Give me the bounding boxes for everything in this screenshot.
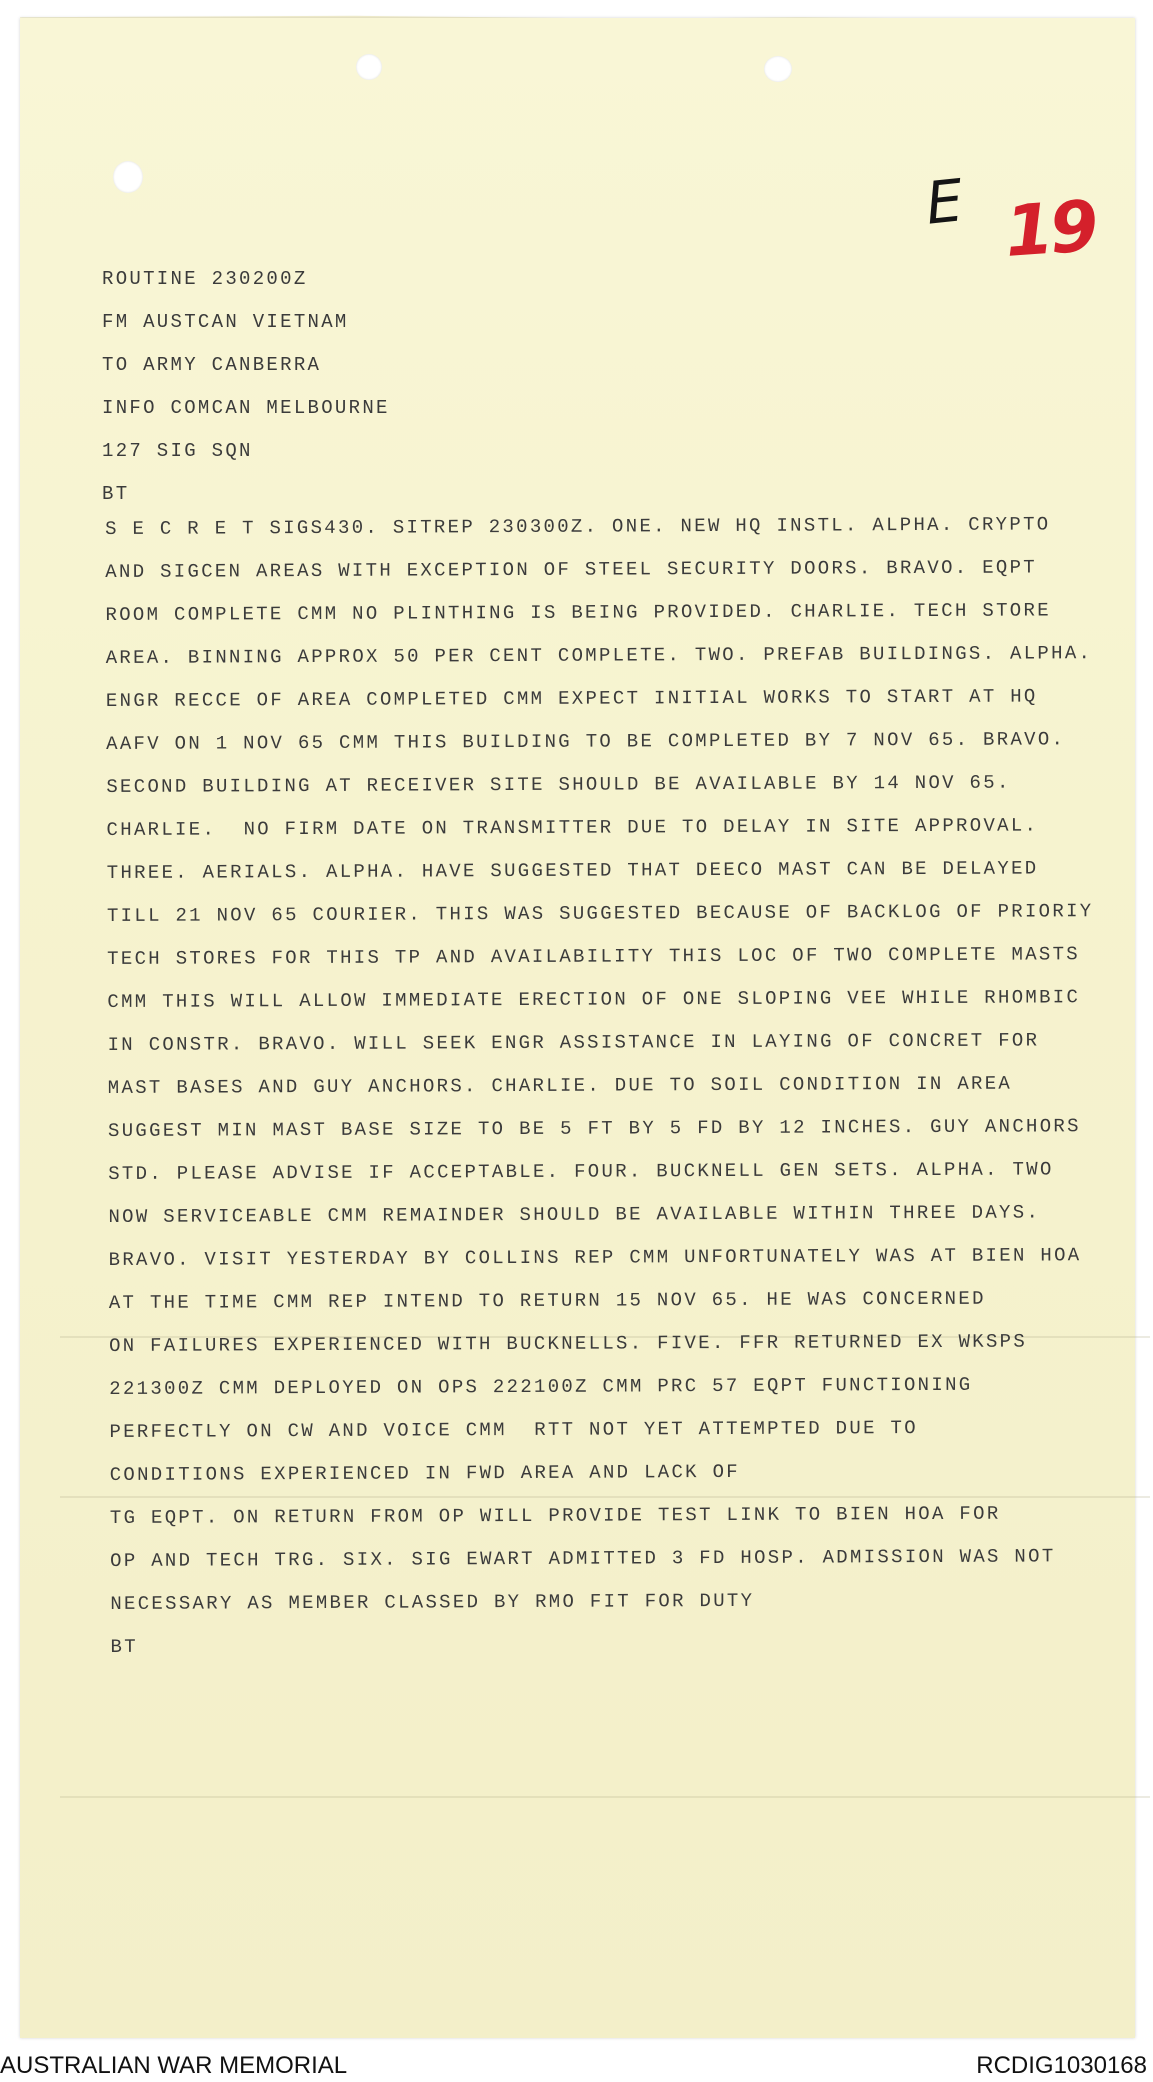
body-line: IN CONSTR. BRAVO. WILL SEEK ENGR ASSISTANCE IN LAYING OF CONCRET FOR bbox=[107, 1029, 1040, 1056]
body-line: OP AND TECH TRG. SIX. SIG EWART ADMITTED 3 FD HOSP. ADMISSION WAS NOT bbox=[110, 1545, 1056, 1572]
body-line: AND SIGCEN AREAS WITH EXCEPTION OF STEEL SECURITY DOORS. BRAVO. EQPT bbox=[105, 556, 1038, 583]
body-line: BRAVO. VISIT YESTERDAY BY COLLINS REP CMM UNFORTUNATELY WAS AT BIEN HOA bbox=[108, 1244, 1082, 1271]
body-line: MAST BASES AND GUY ANCHORS. CHARLIE. DUE TO SOIL CONDITION IN AREA bbox=[107, 1072, 1013, 1099]
body-line: TG EQPT. ON RETURN FROM OP WILL PROVIDE TEST LINK TO BIEN HOA FOR bbox=[109, 1502, 1001, 1529]
header-line-break: BT bbox=[102, 483, 130, 505]
body-line: NECESSARY AS MEMBER CLASSED BY RMO FIT FOR DUTY bbox=[110, 1589, 755, 1615]
handwritten-folio-number: 19 bbox=[1002, 184, 1098, 274]
body-line-break: BT bbox=[110, 1635, 138, 1658]
body-line: ROOM COMPLETE CMM NO PLINTHING IS BEING PROVIDED. CHARLIE. TECH STORE bbox=[105, 599, 1051, 626]
body-line: ON FAILURES EXPERIENCED WITH BUCKNELLS. FIVE. FFR RETURNED EX WKSPS bbox=[108, 1330, 1028, 1357]
punch-hole bbox=[113, 161, 143, 193]
message-header bbox=[102, 268, 802, 508]
body-line: CONDITIONS EXPERIENCED IN FWD AREA AND LACK OF bbox=[109, 1460, 741, 1486]
body-line: PERFECTLY ON CW AND VOICE CMM RTT NOT YET ATTEMPTED DUE TO bbox=[109, 1417, 918, 1443]
punch-hole bbox=[764, 56, 792, 82]
header-line-to: TO ARMY CANBERRA bbox=[102, 354, 322, 376]
body-line: SECOND BUILDING AT RECEIVER SITE SHOULD BE AVAILABLE BY 14 NOV 65. bbox=[106, 771, 1011, 798]
footer-record-id: RCDIG1030168 bbox=[976, 2052, 1147, 2079]
body-line: STD. PLEASE ADVISE IF ACCEPTABLE. FOUR. BUCKNELL GEN SETS. ALPHA. TWO bbox=[108, 1158, 1054, 1185]
header-line-from: FM AUSTCAN VIETNAM bbox=[102, 311, 349, 333]
body-line: THREE. AERIALS. ALPHA. HAVE SUGGESTED THAT DEECO MAST CAN BE DELAYED bbox=[106, 857, 1039, 884]
body-line: CMM THIS WILL ALLOW IMMEDIATE ERECTION OF ONE SLOPING VEE WHILE RHOMBIC bbox=[107, 986, 1081, 1013]
body-line: ENGR RECCE OF AREA COMPLETED CMM EXPECT INITIAL WORKS TO START AT HQ bbox=[105, 685, 1038, 712]
body-line: AREA. BINNING APPROX 50 PER CENT COMPLETE. TWO. PREFAB BUILDINGS. ALPHA. bbox=[105, 642, 1093, 669]
body-line: NOW SERVICEABLE CMM REMAINDER SHOULD BE AVAILABLE WITHIN THREE DAYS. bbox=[108, 1201, 1041, 1228]
body-line: SUGGEST MIN MAST BASE SIZE TO BE 5 FT BY 5 FD BY 12 INCHES. GUY ANCHORS bbox=[107, 1115, 1081, 1142]
body-line: 221300Z CMM DEPLOYED ON OPS 222100Z CMM PRC 57 EQPT FUNCTIONING bbox=[109, 1373, 973, 1400]
paper-fold bbox=[60, 1796, 1150, 1798]
handwritten-letter: E bbox=[922, 166, 967, 238]
body-line: TECH STORES FOR THIS TP AND AVAILABILITY THIS LOC OF TWO COMPLETE MASTS bbox=[107, 943, 1081, 970]
punch-hole bbox=[356, 54, 382, 80]
body-line: TILL 21 NOV 65 COURIER. THIS WAS SUGGESTED BECAUSE OF BACKLOG OF PRIORIY bbox=[106, 900, 1094, 927]
body-line: CHARLIE. NO FIRM DATE ON TRANSMITTER DUE TO DELAY IN SITE APPROVAL. bbox=[106, 814, 1039, 841]
header-line-info: INFO COMCAN MELBOURNE bbox=[102, 397, 390, 419]
header-line-unit: 127 SIG SQN bbox=[102, 440, 253, 462]
body-line: AT THE TIME CMM REP INTEND TO RETURN 15 NOV 65. HE WAS CONCERNED bbox=[108, 1287, 986, 1314]
footer-institution: AUSTRALIAN WAR MEMORIAL bbox=[0, 2052, 348, 2079]
body-line: AAFV ON 1 NOV 65 CMM THIS BUILDING TO BE COMPLETED BY 7 NOV 65. BRAVO. bbox=[106, 728, 1066, 755]
body-line: S E C R E T SIGS430. SITREP 230300Z. ONE. NEW HQ INSTL. ALPHA. CRYPTO bbox=[105, 513, 1051, 540]
header-line-precedence: ROUTINE 230200Z bbox=[102, 268, 308, 290]
message-body bbox=[105, 513, 1121, 1678]
